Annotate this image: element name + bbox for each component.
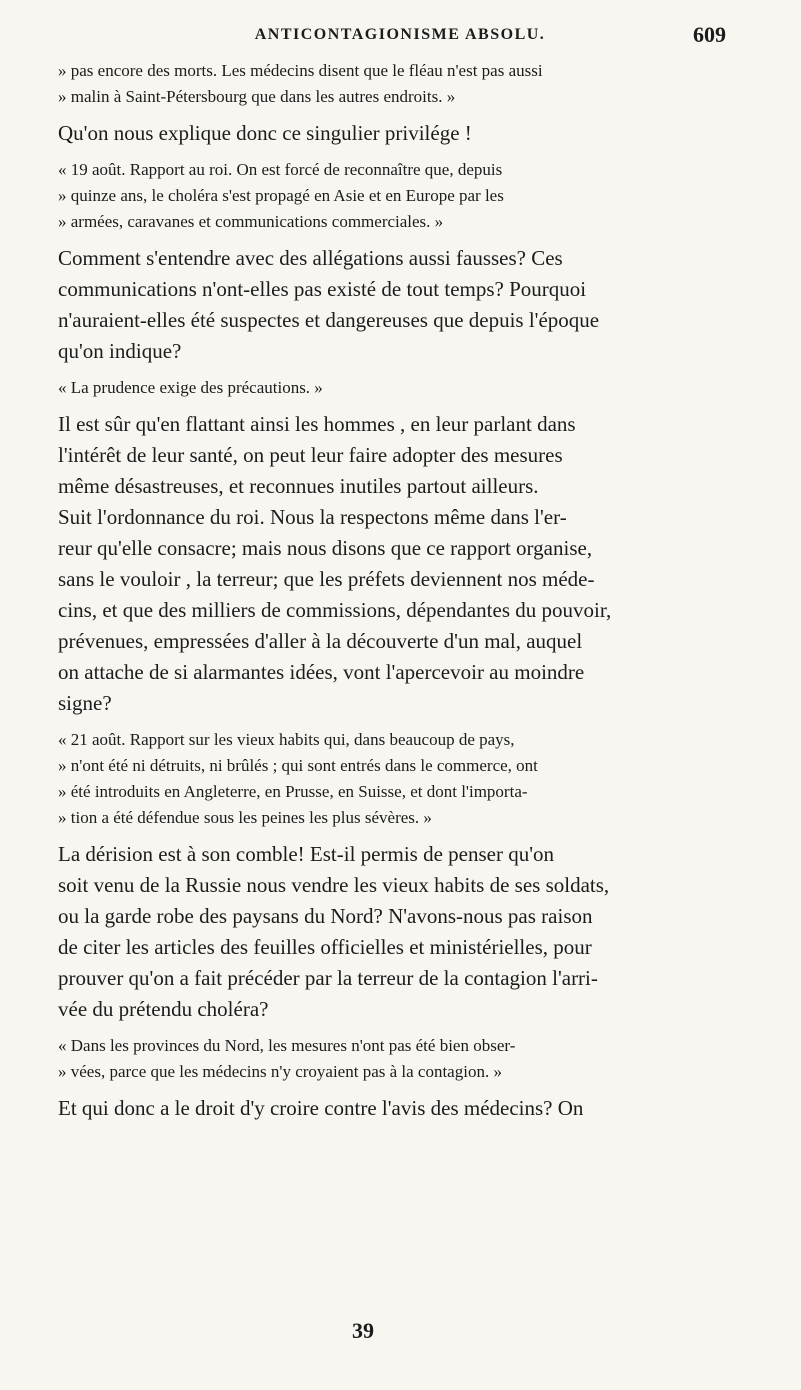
quoted-line: » quinze ans, le choléra s'est propagé en Asie et en Europe par les — [58, 186, 504, 205]
text-line: prévenues, empressées d'aller à la découverte d'un mal, auquel — [58, 629, 583, 653]
text-line: de citer les articles des feuilles officielles et ministérielles, pour — [58, 935, 592, 959]
text-line: cins, et que des milliers de commissions, dépendantes du pouvoir, — [58, 598, 612, 622]
text-line: Suit l'ordonnance du roi. Nous la respectons même dans l'er- — [58, 505, 567, 529]
body-text — [58, 58, 766, 1124]
text-line: soit venu de la Russie nous vendre les vieux habits de ses soldats, — [58, 873, 610, 897]
text-line: La dérision est à son comble! Est-il permis de penser qu'on — [58, 842, 554, 866]
text-line: sans le vouloir , la terreur; que les préfets deviennent nos méde- — [58, 567, 595, 591]
quoted-line: « 19 août. Rapport au roi. On est forcé de reconnaître que, depuis — [58, 160, 503, 179]
text-line: reur qu'elle consacre; mais nous disons que ce rapport organise, — [58, 536, 593, 560]
text-line: même désastreuses, et reconnues inutiles partout ailleurs. — [58, 474, 539, 498]
text-line: n'auraient-elles été suspectes et dangereuses que depuis l'époque — [58, 308, 600, 332]
quoted-line: « La prudence exige des précautions. » — [58, 378, 323, 397]
quoted-line: « 21 août. Rapport sur les vieux habits qui, dans beaucoup de pays, — [58, 730, 515, 749]
quoted-line: » pas encore des morts. Les médecins disent que le fléau n'est pas aussi — [58, 61, 543, 80]
text-line: Il est sûr qu'en flattant ainsi les hommes , en leur parlant dans — [58, 412, 576, 436]
text-line: prouver qu'on a fait précéder par la terreur de la contagion l'arri- — [58, 966, 598, 990]
text-line: ou la garde robe des paysans du Nord? N'avons-nous pas raison — [58, 904, 593, 928]
text-line: Qu'on nous explique donc ce singulier privilége ! — [58, 121, 472, 145]
quoted-line: » malin à Saint-Pétersbourg que dans les autres endroits. » — [58, 87, 456, 106]
running-title: ANTICONTAGIONISME ABSOLU. — [254, 26, 546, 43]
text-line: Comment s'entendre avec des allégations aussi fausses? Ces — [58, 246, 563, 270]
text-line: on attache de si alarmantes idées, vont l'apercevoir au moindre — [58, 660, 585, 684]
text-line: signe? — [58, 691, 112, 715]
signature-mark: 39 — [352, 1318, 374, 1343]
page-number: 609 — [693, 22, 726, 47]
quoted-line: » armées, caravanes et communications commerciales. » — [58, 212, 444, 231]
quoted-line: » n'ont été ni détruits, ni brûlés ; qui sont entrés dans le commerce, ont — [58, 756, 538, 775]
quoted-line: » été introduits en Angleterre, en Prusse, en Suisse, et dont l'importa- — [58, 782, 528, 801]
text-line: vée du prétendu choléra? — [58, 997, 269, 1021]
text-line: Et qui donc a le droit d'y croire contre l'avis des médecins? On — [58, 1096, 584, 1120]
quoted-line: » tion a été défendue sous les peines les plus sévères. » — [58, 808, 432, 827]
text-line: communications n'ont-elles pas existé de tout temps? Pourquoi — [58, 277, 587, 301]
quoted-line: « Dans les provinces du Nord, les mesures n'ont pas été bien obser- — [58, 1036, 516, 1055]
text-line: l'intérêt de leur santé, on peut leur faire adopter des mesures — [58, 443, 563, 467]
text-line: qu'on indique? — [58, 339, 182, 363]
quoted-line: » vées, parce que les médecins n'y croyaient pas à la contagion. » — [58, 1062, 502, 1081]
